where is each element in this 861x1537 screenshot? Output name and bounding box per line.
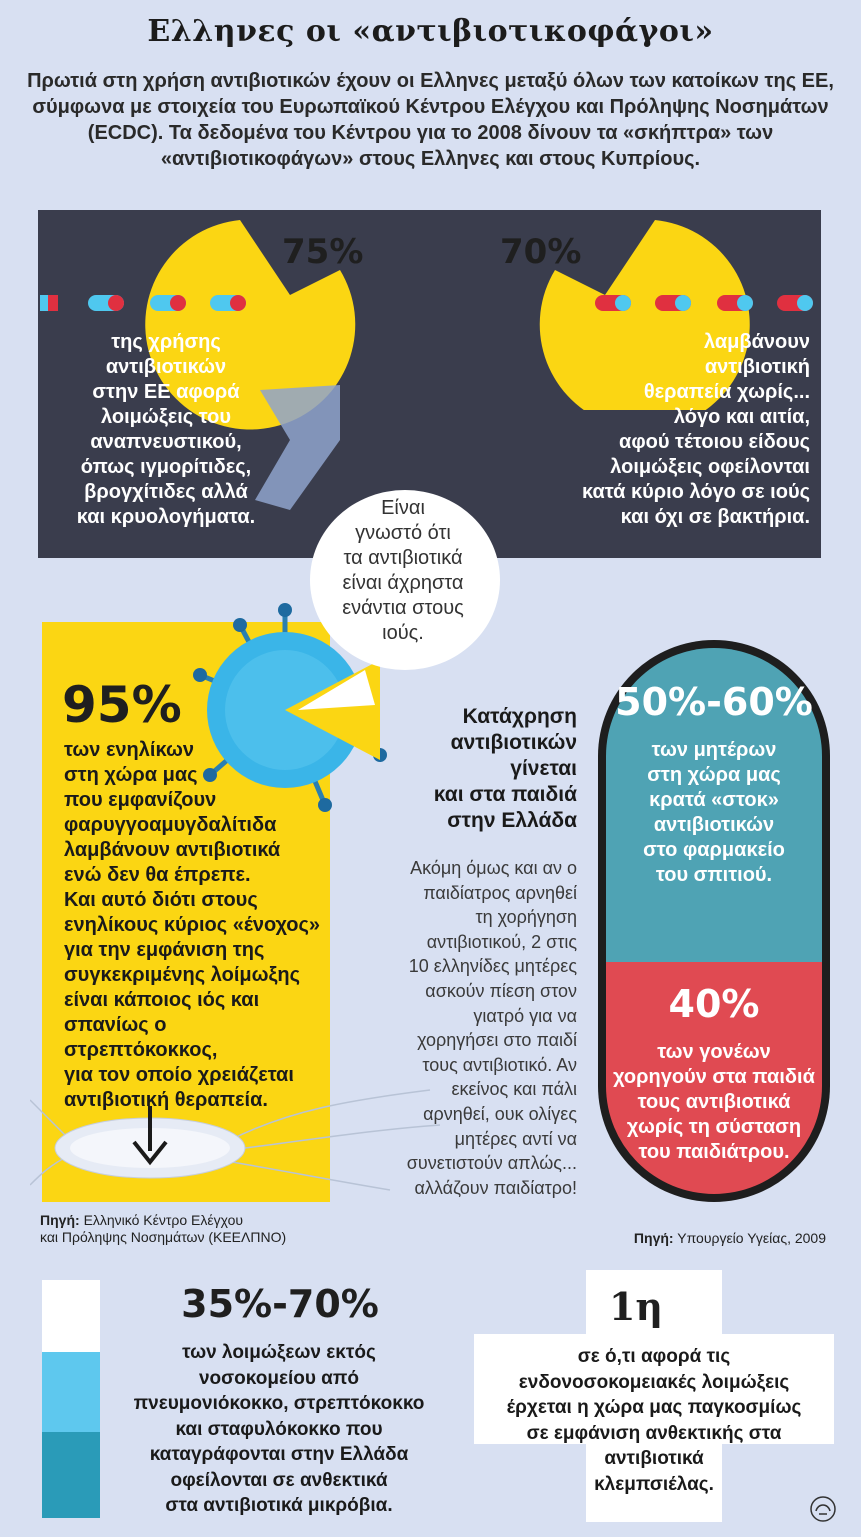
pill-bottom-percent: 40%: [668, 982, 760, 1026]
resistance-bar-white: [42, 1280, 100, 1352]
left-stat-text: της χρήσης αντιβιοτικών στην ΕΕ αφορά λοιμώξεις του αναπνευστικού, όπως ιγμορίτιδες, βρογχίτιδες αλλά και κρυολογήματα.: [76, 331, 256, 528]
bottom-left-percent: 35%-70%: [181, 1282, 379, 1326]
pill-top-text: των μητέρων στη χώρα μας κρατά «στοκ» αντιβιοτικών στο φαρμακείο του σπιτιού.: [643, 739, 785, 886]
rank-label: 1η: [608, 1284, 664, 1329]
down-arrow-icon: [130, 1106, 170, 1166]
yellow-percent: 95%: [62, 676, 182, 734]
yellow-text: των ενηλίκων στη χώρα μας που εμφανίζουν φαρυγγοαμυγδαλίτιδα λαμβάνουν αντιβιοτικά ενώ δεν θα έπρεπε. Και αυτό διότι στους ενηλίκους κύριος «ένοχος» για την εμφάνιση της συγκεκριμένης λοίμωξης είναι κάποιος ιός και σπανίως ο στρεπτόκοκκος, για τον οποίο χρειάζεται αντιβιοτική θεραπεία.: [64, 739, 321, 1111]
bottom-left-text: των λοιμώξεων εκτός νοσοκομείου από πνευμονιόκοκκο, στρεπτόκοκκο και σταφυλόκοκκο που καταγράφονται στην Ελλάδα οφείλονται σε ανθεκτικά στα αντιβιοτικά μικρόβια.: [133, 1342, 425, 1516]
bottom-right-text: σε ό,τι αφορά τις ενδονοσοκομειακές λοιμώξεις έρχεται η χώρα μας παγκοσμίως σε εμφάνιση ανθεκτικής στα αντιβιοτικά κλεμπσιέλας.: [506, 1346, 802, 1495]
source-left: Πηγή: Ελληνικό Κέντρο Ελέγχου και Πρόληψης Νοσημάτων (ΚΕΕΛΠΝΟ): [40, 1212, 287, 1245]
source-right: Πηγή: Υπουργείο Υγείας, 2009: [633, 1230, 826, 1246]
resistance-bar-light: [42, 1352, 100, 1432]
resistance-bar-dark: [42, 1432, 100, 1518]
middle-heading: Κατάχρηση αντιβιοτικών γίνεται και στα παιδιά στην Ελλάδα: [433, 705, 577, 832]
left-percent: 75%: [282, 232, 364, 272]
pill-top-percent: 50%-60%: [615, 680, 813, 724]
page-title: Ελληνες οι «αντιβιοτικοφάγοι»: [147, 14, 714, 49]
pill-bottom-text: των γονέων χορηγούν στα παιδιά τους αντιβιοτικά χωρίς τη σύσταση του παιδιάτρου.: [613, 1041, 815, 1163]
right-percent: 70%: [500, 232, 582, 272]
publisher-logo-icon: [808, 1494, 838, 1524]
middle-body: Ακόμη όμως και αν ο παιδίατρος αρνηθεί τη χορήγηση αντιβιοτικού, 2 στις 10 ελληνίδες μητέρες ασκούν πίεση στον γιατρό για να χορηγήσει στο παιδί τους αντιβιοτικό. Αν εκείνος και πάλι αρνηθεί, ουκ ολίγες μητέρες αντί να συνετιστούν απλώς... αλλάζουν παιδίατρο!: [406, 858, 577, 1198]
right-stat-text: λαμβάνουν αντιβιοτική θεραπεία χωρίς... λόγο και αιτία, αφού τέτοιου είδους λοιμώξεις οφείλονται κατά κύριο λόγο σε ιούς και όχι σε βακτήρια.: [581, 331, 810, 528]
speech-bubble-text: Είναι γνωστό ότι τα αντιβιοτικά είναι άχρηστα ενάντια στους ιούς.: [342, 497, 464, 644]
intro-paragraph: Πρωτιά στη χρήση αντιβιοτικών έχουν οι Ελληνες μεταξύ όλων των κατοίκων της ΕΕ, σύμφωνα με στοιχεία του Ευρωπαϊκού Κέντρου Ελέγχου και Πρόληψης Νοσημάτων (ECDC). Τα δεδομένα του Κέντρου για το 2008 δίνουν τα «σκήπτρα» των «αντιβιοτικοφάγων» στους Ελληνες και στους Κυπρίους.: [27, 70, 834, 170]
pill-row-left: [40, 295, 246, 311]
